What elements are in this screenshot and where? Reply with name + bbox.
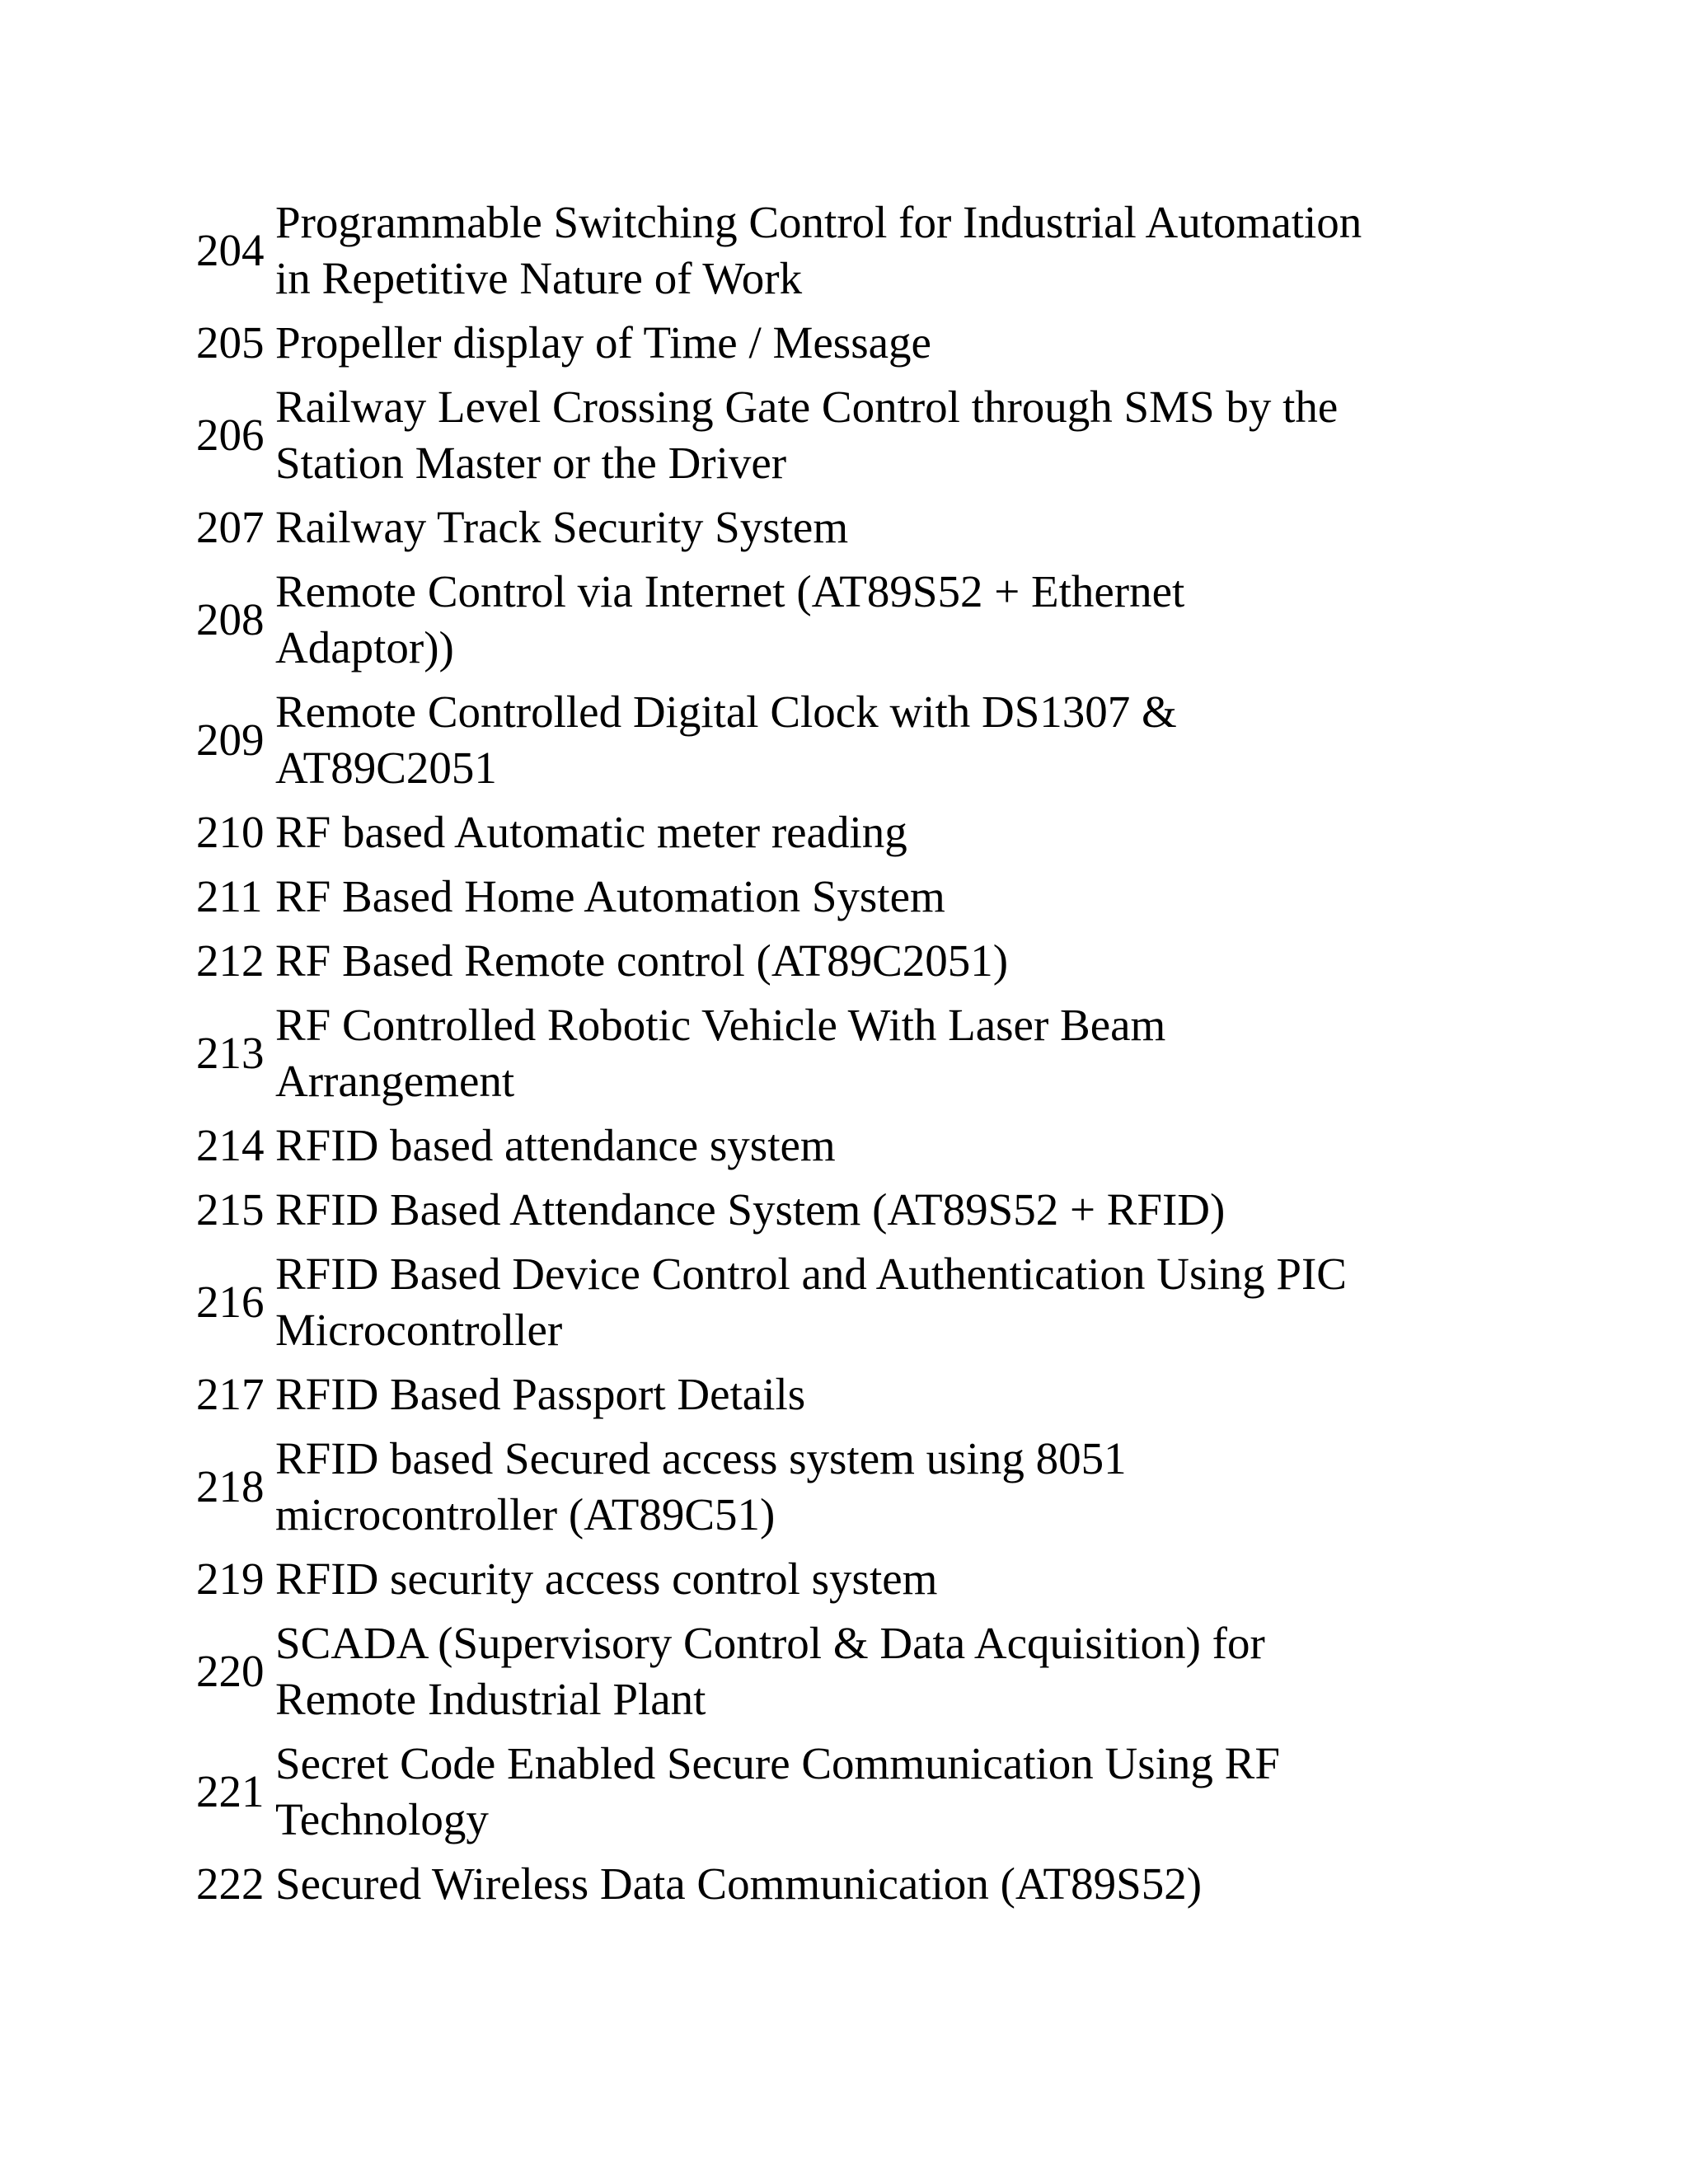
item-title-line: Technology bbox=[275, 1794, 489, 1844]
item-title bbox=[275, 1551, 1515, 1607]
item-title-line: Remote Controlled Digital Clock with DS1307 & bbox=[275, 687, 1177, 737]
item-number: 206 bbox=[196, 410, 265, 460]
item-title-line: Remote Industrial Plant bbox=[275, 1674, 706, 1724]
item-title bbox=[275, 933, 1515, 989]
item-title-line: Adaptor)) bbox=[275, 622, 454, 673]
item-title-line: RFID based attendance system bbox=[275, 1120, 836, 1170]
item-title-line: RF Controlled Robotic Vehicle With Laser Beam bbox=[275, 1000, 1166, 1050]
item-title bbox=[275, 1431, 1515, 1543]
item-number: 208 bbox=[196, 594, 265, 644]
project-list bbox=[196, 194, 1515, 1920]
list-item bbox=[196, 564, 1515, 676]
item-title-line: Remote Control via Internet (AT89S52 + Ethernet bbox=[275, 566, 1185, 616]
list-item bbox=[196, 1856, 1515, 1912]
item-title-line: Arrangement bbox=[275, 1056, 515, 1106]
item-number: 217 bbox=[196, 1369, 265, 1419]
item-title-line: RFID based Secured access system using 8051 bbox=[275, 1433, 1127, 1483]
item-title-line: in Repetitive Nature of Work bbox=[275, 253, 803, 303]
item-title-line: Station Master or the Driver bbox=[275, 438, 787, 488]
item-title-line: Secured Wireless Data Communication (AT89S52) bbox=[275, 1858, 1203, 1909]
item-number: 204 bbox=[196, 225, 265, 275]
list-item bbox=[196, 499, 1515, 555]
item-number: 205 bbox=[196, 317, 265, 368]
item-number: 212 bbox=[196, 935, 265, 986]
item-title-line: RFID security access control system bbox=[275, 1554, 938, 1604]
item-number: 207 bbox=[196, 502, 265, 552]
list-item bbox=[196, 1431, 1515, 1543]
list-item bbox=[196, 1736, 1515, 1848]
list-item bbox=[196, 933, 1515, 989]
item-number: 211 bbox=[196, 871, 263, 921]
list-item bbox=[196, 1118, 1515, 1174]
item-title bbox=[275, 1736, 1515, 1848]
item-title bbox=[275, 997, 1515, 1109]
item-title bbox=[275, 1182, 1515, 1238]
item-title bbox=[275, 869, 1515, 925]
item-title bbox=[275, 1615, 1515, 1727]
item-title-line: Secret Code Enabled Secure Communication Using RF bbox=[275, 1738, 1280, 1788]
item-title bbox=[275, 379, 1515, 491]
item-title bbox=[275, 804, 1515, 860]
item-title-line: SCADA (Supervisory Control & Data Acquisition) for bbox=[275, 1618, 1265, 1668]
item-title-line: Railway Level Crossing Gate Control through SMS by the bbox=[275, 382, 1339, 432]
item-title-line: Railway Track Security System bbox=[275, 502, 849, 552]
list-item bbox=[196, 869, 1515, 925]
list-item bbox=[196, 315, 1515, 371]
list-item bbox=[196, 1551, 1515, 1607]
item-title-line: RF Based Home Automation System bbox=[275, 871, 945, 921]
item-number: 210 bbox=[196, 807, 265, 857]
list-item bbox=[196, 804, 1515, 860]
item-title-line: microcontroller (AT89C51) bbox=[275, 1489, 776, 1540]
item-number: 221 bbox=[196, 1766, 265, 1816]
item-title bbox=[275, 315, 1515, 371]
item-title-line: RF based Automatic meter reading bbox=[275, 807, 907, 857]
item-title-line: Propeller display of Time / Message bbox=[275, 317, 931, 368]
item-title-line: Programmable Switching Control for Industrial Automation bbox=[275, 197, 1362, 247]
item-number: 215 bbox=[196, 1184, 265, 1235]
item-title bbox=[275, 684, 1515, 796]
list-item bbox=[196, 194, 1515, 307]
list-item bbox=[196, 1366, 1515, 1422]
list-item bbox=[196, 1246, 1515, 1358]
item-number: 216 bbox=[196, 1277, 265, 1327]
item-title bbox=[275, 194, 1515, 307]
list-item bbox=[196, 379, 1515, 491]
item-number: 213 bbox=[196, 1028, 265, 1078]
list-item bbox=[196, 997, 1515, 1109]
item-number: 218 bbox=[196, 1461, 265, 1511]
item-number: 219 bbox=[196, 1554, 265, 1604]
item-title bbox=[275, 564, 1515, 676]
list-item bbox=[196, 1182, 1515, 1238]
item-number: 220 bbox=[196, 1646, 265, 1696]
item-title-line: RFID Based Passport Details bbox=[275, 1369, 806, 1419]
item-title-line: RFID Based Attendance System (AT89S52 + RFID) bbox=[275, 1184, 1226, 1235]
item-title bbox=[275, 1246, 1515, 1358]
item-title bbox=[275, 499, 1515, 555]
item-title-line: RFID Based Device Control and Authentication Using PIC bbox=[275, 1249, 1347, 1299]
item-number: 222 bbox=[196, 1858, 265, 1909]
item-title-line: AT89C2051 bbox=[275, 743, 497, 793]
item-title-line: Microcontroller bbox=[275, 1305, 563, 1355]
list-item bbox=[196, 684, 1515, 796]
item-title-line: RF Based Remote control (AT89C2051) bbox=[275, 935, 1009, 986]
item-title bbox=[275, 1856, 1515, 1912]
list-item bbox=[196, 1615, 1515, 1727]
item-title bbox=[275, 1118, 1515, 1174]
item-number: 209 bbox=[196, 715, 265, 765]
item-number: 214 bbox=[196, 1120, 265, 1170]
item-title bbox=[275, 1366, 1515, 1422]
